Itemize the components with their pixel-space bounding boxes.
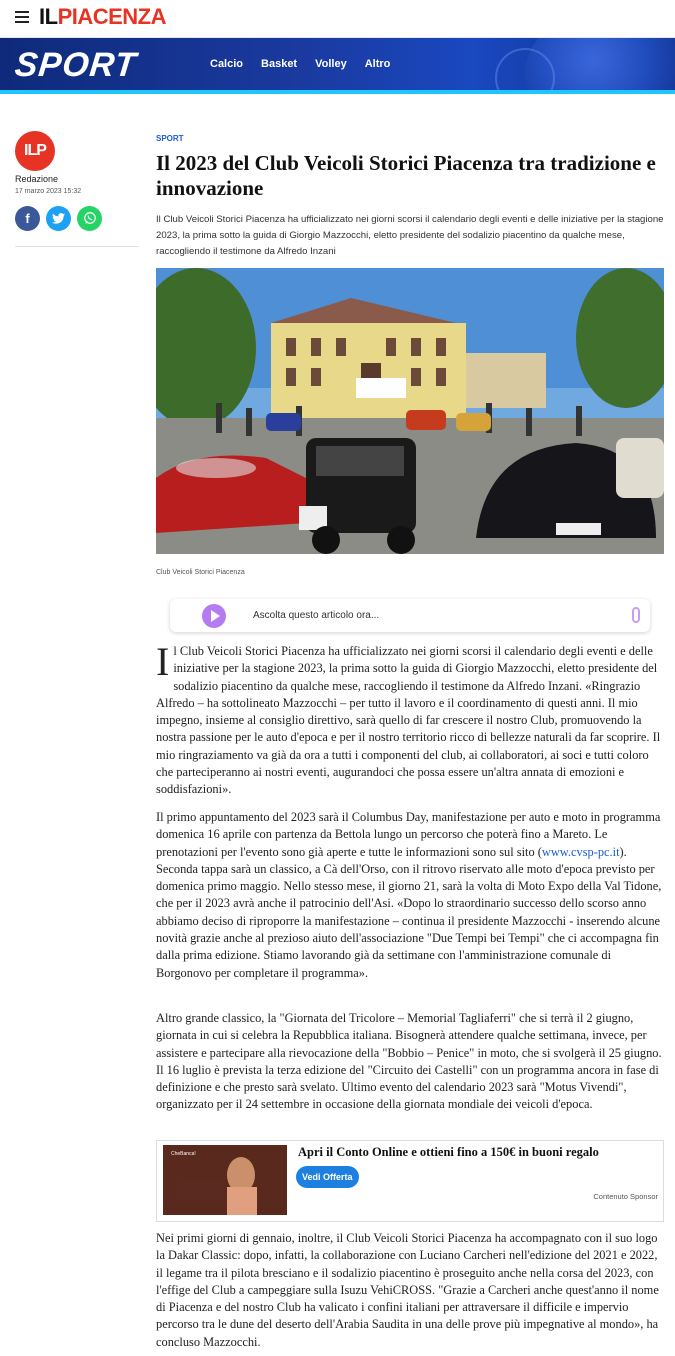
author-avatar: ILP xyxy=(15,131,55,171)
top-bar xyxy=(0,0,675,38)
audio-brand-icon xyxy=(632,607,640,623)
article-paragraph-2 xyxy=(156,809,664,982)
sidebar-divider xyxy=(15,246,139,247)
paragraph-2-text-a: Il primo appuntamento del 2023 sarà il Columbus Day, manifestazione per auto e moto in programma domenica 16 aprile con partenza da Bettola lungo un percorso che poterà fino a Mareto. Le prenotazioni per l'evento sono già aperte e tutte le informazioni sono sul sito ( xyxy=(156,810,661,859)
ad-title[interactable]: Apri il Conto Online e ottieni fino a 150€ in buoni regalo xyxy=(298,1145,599,1159)
article-paragraph-1 xyxy=(156,639,664,799)
ad-brand: CheBanca! xyxy=(171,1151,196,1157)
article-hero-image xyxy=(156,268,664,554)
sport-banner xyxy=(0,38,675,94)
whatsapp-share-icon[interactable] xyxy=(77,206,102,231)
sport-nav xyxy=(210,58,390,70)
banner-stripe xyxy=(0,90,675,94)
author-name[interactable]: Redazione xyxy=(15,174,59,184)
image-caption: Club Veicoli Storici Piacenza xyxy=(156,569,245,576)
nav-calcio[interactable]: Calcio xyxy=(210,58,244,70)
logo-il: IL xyxy=(39,4,58,29)
play-icon[interactable] xyxy=(202,604,226,628)
article-title: Il 2023 del Club Veicoli Storici Piacenza tra tradizione e innovazione xyxy=(156,151,656,200)
paragraph-2-text-b: ). Seconda tappa sarà un classico, a Cà dell'Orso, con il ritrovo riservato alle moto d'epoca previsto per domenica primo maggio. Nello stesso mese, il giorno 21, sarà la volta di Moto Expo della Val Tidone, che per il 2023 avrà anche il patrocinio dell'Asi. «Dopo lo straordinario successo dello scorso anno abbiamo deciso di riproporre la manifestazione – continua il presidente Mazzocchi - inserendo alcune novità grazie anche al prezioso aiuto dell'associazione "Due Tempi bei Tempi" che ci accompagna fin dalla prima edizione. Stiamo lavorando già da settimane con l'amministrazione comunale di Borgonovo per completare il programma». xyxy=(156,844,662,980)
sponsored-ad[interactable] xyxy=(156,1140,664,1222)
nav-volley[interactable]: Volley xyxy=(315,58,347,70)
paragraph-1-text: l Club Veicoli Storici Piacenza ha ufficializzato nei giorni scorsi il calendario degli eventi e delle iniziative per la stagione 2023, la prima sotto la guida di Giorgio Mazzocchi, eletto presidente del sodalizio piacentino da qualche mese, raccogliendo il testimone da Alfredo Inzani. «Ringrazio Alfredo – ha sottolineato Mazzocchi – per tutto il lavoro e il coordinamento di questi anni. Il mio impegno, insieme al consiglio direttivo, sarà quello di far crescere il nostro Club, promuovendo la nostra passione per le auto d'epoca e per il nostro territorio ricco di bellezze naturali da far scoprire. Il mio ringraziamento va già da ora a tutti i componenti del club, ai collaboratori, ai soci e tutti coloro che parteciperanno ai nostri eventi, augurandoci che possa essere un'altra annata di emozioni e soddisfazioni». xyxy=(156,644,661,797)
sponsored-label: Contenuto Sponsor xyxy=(593,1192,658,1201)
menu-icon[interactable] xyxy=(15,11,29,23)
article-paragraph-4: Nei primi giorni di gennaio, inoltre, il Club Veicoli Storici Piacenza ha accompagnato con il suo logo la Dakar Classic: dopo, infatti, la collaborazione con Luciano Carcheri nell'edizione del 2021 e 2022, il legame tra il pilota bresciano e il sodalizio piacentino è proseguito anche nella corsa del 2023, con l'effige del Club a campeggiare sulla Isuzu VehiCROSS. "Grazie a Carcheri anche quest'anno il nome di Piacenza e del nostro Club ha valicato i confini italiani per attraversare il difficile e impervio percorso tra le dune del deserto dell'Arabia Saudita in una delle prove più impegnative al mondo», ha concluso Mazzocchi. xyxy=(156,1231,659,1349)
nav-basket[interactable]: Basket xyxy=(261,58,298,70)
sport-section-title[interactable]: SPORT xyxy=(13,46,139,84)
ad-cta-button[interactable]: Vedi Offerta xyxy=(296,1166,359,1188)
audio-player-label[interactable]: Ascolta questo articolo ora... xyxy=(253,610,380,621)
cvsp-site-link[interactable]: www.cvsp-pc.it xyxy=(541,844,620,859)
publish-date: 17 marzo 2023 15:32 xyxy=(15,188,82,195)
audio-player xyxy=(170,599,650,632)
facebook-share-icon[interactable]: f xyxy=(15,206,40,231)
article-paragraph-3: Altro grande classico, la "Giornata del Tricolore – Memorial Tagliaferri" che si terrà il 2 giugno, giornata in cui si celebra la Repubblica italiana. Bisognerà attendere qualche settimana, invece, per assistere e partecipare alla rievocazione della "Bobbio – Penice" in moto, che si svolgerà il 25 giugno. Il 16 luglio è prevista la terza edizione del "Circuito dei Castelli" con un programma ancora in fase di definizione e che presto sarà svelato. Ultimo evento del calendario 2023 sarà "Motus Vivendi", organizzato per il 24 settembre in occasione della giornata mondiale dei veicoli d'epoca. xyxy=(156,1011,662,1112)
article-lead: Il Club Veicoli Storici Piacenza ha ufficializzato nei giorni scorsi il calendario degli eventi e delle iniziative per la stagione 2023, la prima sotto la guida di Giorgio Mazzocchi, eletto presidente del sodalizio piacentino da qualche mese, raccogliendo il testimone da Alfredo Inzani xyxy=(156,214,664,257)
ad-image[interactable] xyxy=(163,1145,287,1215)
logo-piacenza: PIACENZA xyxy=(57,4,167,29)
twitter-share-icon[interactable] xyxy=(46,206,71,231)
dropcap: I xyxy=(156,639,170,684)
site-logo[interactable] xyxy=(39,5,166,29)
article-section[interactable]: SPORT xyxy=(156,134,184,143)
nav-altro[interactable]: Altro xyxy=(364,58,391,70)
